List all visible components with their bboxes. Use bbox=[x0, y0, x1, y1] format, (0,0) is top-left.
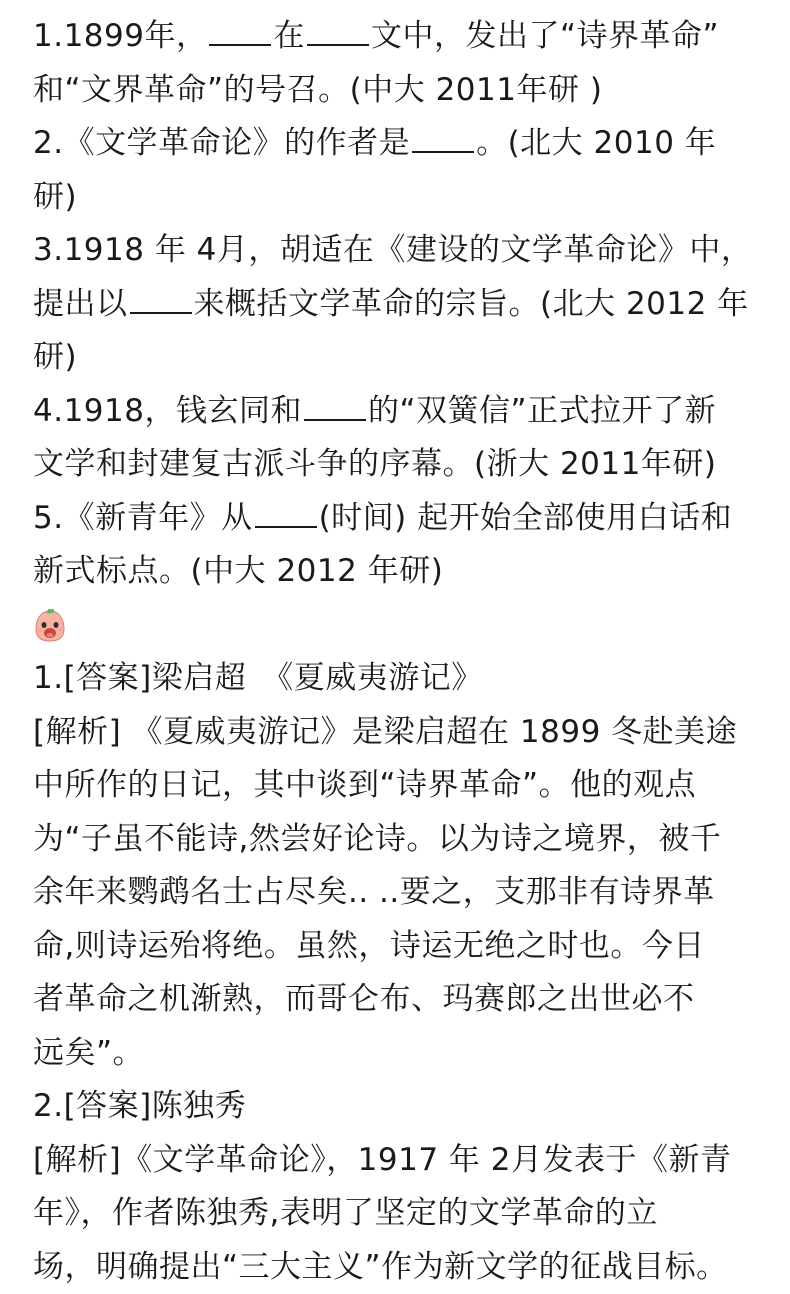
question-3-line-2 bbox=[33, 278, 763, 332]
surprised-face-emoji-icon bbox=[33, 607, 67, 643]
answer-1-line-3: 中所作的日记，其中谈到“诗界革命”。他的观点 bbox=[33, 759, 763, 813]
question-3-line-1: 3.1918 年 4月，胡适在《建设的文学革命论》中， bbox=[33, 224, 763, 278]
fill-blank bbox=[209, 14, 271, 46]
answer-1-line-2: [解析] 《夏威夷游记》是梁启超在 1899 冬赴美途 bbox=[33, 706, 763, 760]
emoji-row bbox=[33, 599, 763, 653]
answer-1-line-1: 1.[答案]梁启超 《夏威夷游记》 bbox=[33, 652, 763, 706]
fill-blank bbox=[255, 496, 317, 528]
text-fragment: 在 bbox=[273, 18, 305, 54]
text-fragment: 来概括文学革命的宗旨。(北大 2012 年 bbox=[194, 286, 749, 322]
question-3-line-3: 研) bbox=[33, 331, 763, 385]
fill-blank bbox=[307, 14, 369, 46]
fill-blank bbox=[304, 389, 366, 421]
answer-2-line-4: 场，明确提出“三大主义”作为新文学的征战目标。 bbox=[33, 1241, 763, 1294]
answer-2-line-1: 2.[答案]陈独秀 bbox=[33, 1080, 763, 1134]
answer-1-line-4: 为“子虽不能诗,然尝好论诗。以为诗之境界，被千 bbox=[33, 813, 763, 867]
question-1-line-1 bbox=[33, 10, 763, 64]
text-fragment: 5.《新青年》从 bbox=[33, 500, 253, 536]
question-4-line-1 bbox=[33, 385, 763, 439]
text-fragment: 1.1899年， bbox=[33, 18, 207, 54]
text-fragment: 文中，发出了“诗界革命” bbox=[371, 18, 719, 54]
answer-2-line-2: [解析]《文学革命论》，1917 年 2月发表于《新青 bbox=[33, 1134, 763, 1188]
document-page bbox=[33, 10, 763, 1294]
answer-1-line-5: 余年来鹦鹉名士占尽矣.. ..要之，支那非有诗界革 bbox=[33, 866, 763, 920]
question-5-line-2: 新式标点。(中大 2012 年研) bbox=[33, 545, 763, 599]
text-fragment: 的“双簧信”正式拉开了新 bbox=[368, 393, 716, 429]
text-fragment: 提出以 bbox=[33, 286, 128, 322]
question-5-line-1 bbox=[33, 492, 763, 546]
text-fragment: 4.1918，钱玄同和 bbox=[33, 393, 302, 429]
text-fragment: 2.《文学革命论》的作者是 bbox=[33, 125, 410, 161]
answer-2-line-3: 年》，作者陈独秀,表明了坚定的文学革命的立 bbox=[33, 1187, 763, 1241]
fill-blank bbox=[412, 121, 474, 153]
answer-1-line-8: 远矣”。 bbox=[33, 1027, 763, 1081]
question-1-line-2: 和“文界革命”的号召。(中大 2011年研 ) bbox=[33, 64, 763, 118]
question-2-line-1 bbox=[33, 117, 763, 171]
text-fragment: (时间) 起开始全部使用白话和 bbox=[319, 500, 733, 536]
fill-blank bbox=[130, 282, 192, 314]
text-fragment: 。(北大 2010 年 bbox=[476, 125, 716, 161]
answer-1-line-6: 命,则诗运殆将绝。虽然，诗运无绝之时也。今日 bbox=[33, 920, 763, 974]
question-4-line-2: 文学和封建复古派斗争的序幕。(浙大 2011年研) bbox=[33, 438, 763, 492]
question-2-line-2: 研) bbox=[33, 171, 763, 225]
answer-1-line-7: 者革命之机渐熟，而哥仑布、玛赛郎之出世必不 bbox=[33, 973, 763, 1027]
